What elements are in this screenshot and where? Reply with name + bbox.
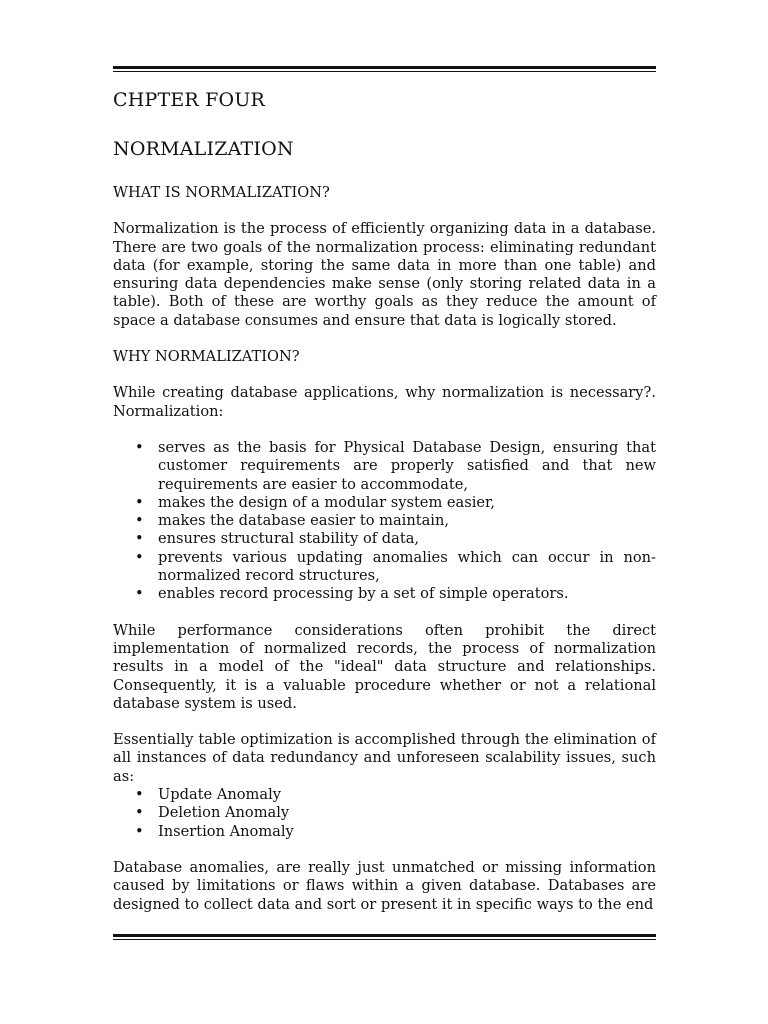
bullet-icon: • xyxy=(135,804,144,822)
why-intro-paragraph: While creating database applications, why normalization is necessary?. Normalization: xyxy=(113,384,656,420)
anomalies-list xyxy=(113,786,656,841)
bullet-icon: • xyxy=(135,512,144,530)
performance-paragraph: While performance considerations often prohibit the direct implementation of normalized records, the process of normalization results in a model of the "ideal" data structure and relationships. Consequently, it is a valuable procedure whether or not a relational database system is used. xyxy=(113,621,656,712)
optimization-paragraph: Essentially table optimization is accomplished through the elimination of all instances of data redundancy and unforeseen scalability issues, such as: xyxy=(113,731,656,785)
chapter-heading: CHPTER FOUR xyxy=(113,89,266,111)
anomalies-paragraph: Database anomalies, are really just unmatched or missing information caused by limitations or flaws within a given database. Databases are designed to collect data and sort or present it in specific ways to the end xyxy=(113,858,656,913)
bullet-icon: • xyxy=(135,438,144,456)
bullet-icon: • xyxy=(135,530,144,548)
list-item: • Insertion Anomaly xyxy=(135,822,294,840)
list-item: • Update Anomaly xyxy=(135,786,281,804)
section-heading-why: WHY NORMALIZATION? xyxy=(113,348,300,366)
list-item: • enables record processing by a set of simple operators. xyxy=(135,585,569,603)
definition-paragraph: Normalization is the process of efficiently organizing data in a database. There are two goals of the normalization process: eliminating redundant data (for example, storing the same data in more than one table) and ensuring data dependencies make sense (only storing related data in a table). Both of these are worthy goals as they reduce the amount of space a database consumes and ensure that data is logically stored. xyxy=(113,220,656,329)
bullet-icon: • xyxy=(135,822,144,840)
bullet-icon: • xyxy=(135,493,144,511)
list-item: • serves as the basis for Physical Database Design, ensuring that customer requirements are properly satisfied and that new requirements are easier to accommodate, xyxy=(135,438,656,493)
bullet-icon: • xyxy=(135,548,144,566)
chapter-title: NORMALIZATION xyxy=(113,138,294,160)
page-content xyxy=(113,88,656,914)
list-item: • makes the design of a modular system easier, xyxy=(135,493,496,511)
top-double-rule xyxy=(113,66,656,73)
section-heading-what: WHAT IS NORMALIZATION? xyxy=(113,184,330,201)
bullet-icon: • xyxy=(135,585,144,603)
benefits-list xyxy=(113,439,656,604)
bullet-icon: • xyxy=(135,786,144,804)
list-item: • ensures structural stability of data, xyxy=(135,530,420,548)
list-item: • makes the database easier to maintain, xyxy=(135,512,450,530)
list-item: • prevents various updating anomalies which can occur in non-normalized record structures, xyxy=(135,548,656,585)
bottom-double-rule xyxy=(113,934,656,941)
list-item: • Deletion Anomaly xyxy=(135,804,290,822)
